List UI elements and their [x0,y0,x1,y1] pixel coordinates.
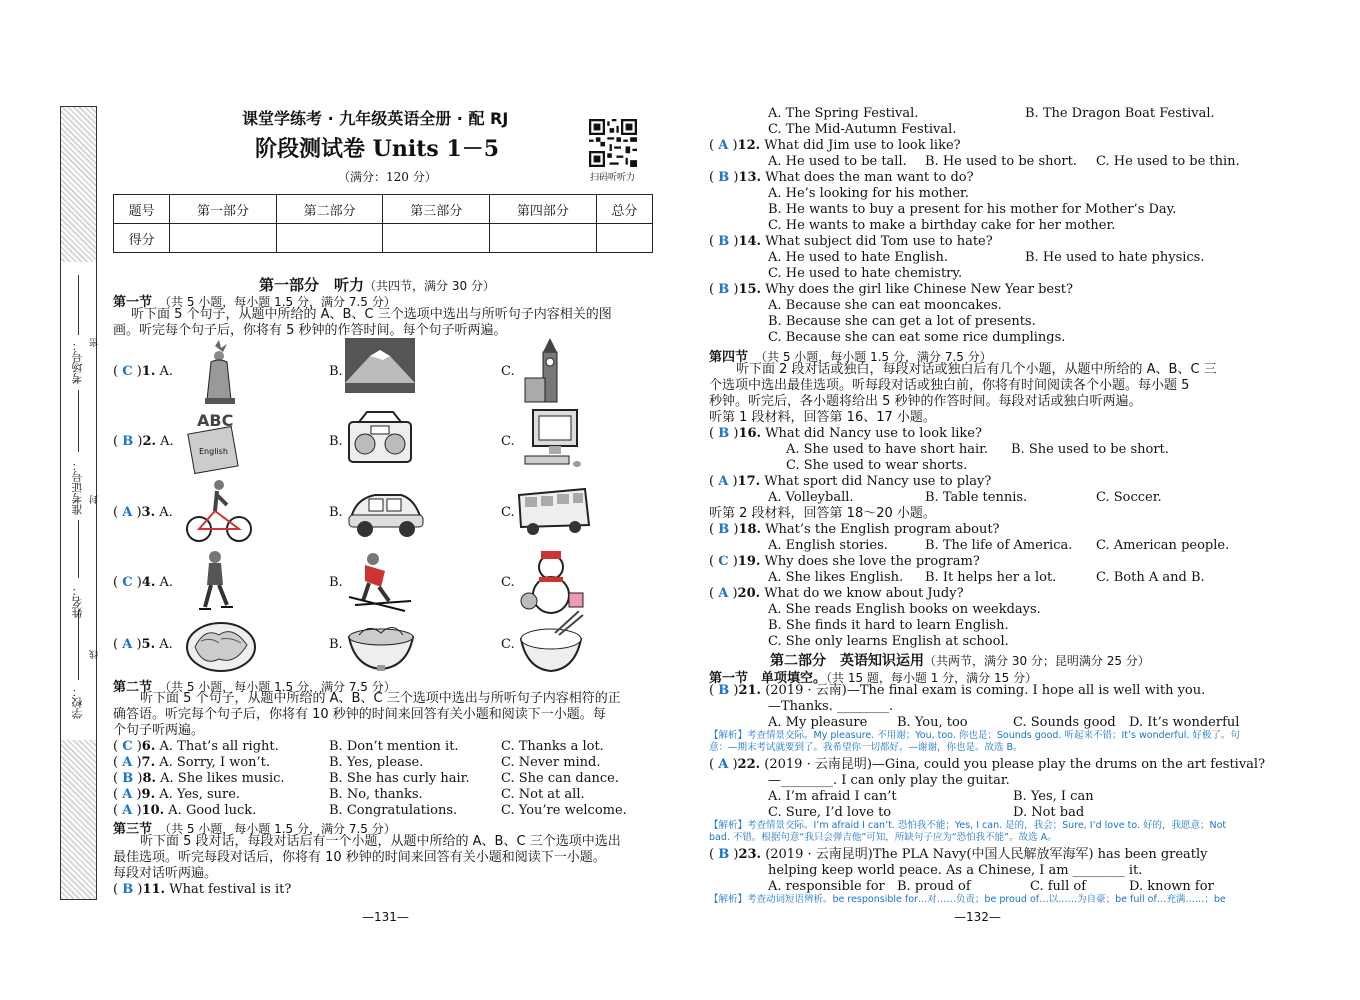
section3-instruction: 听下面 5 段对话，每段对话后有一个小题，从题中所给的 A、B、C 三个选项中选出 [140,834,621,849]
qnum: 1. [141,364,156,379]
rice-bowl-picture [515,611,595,677]
statue-of-liberty-picture [185,338,265,404]
section4-instruction: 听下面 2 段对话或独白，每段对话或独白后有几个小题，从题中所给的 A、B、C 三 [736,362,1217,377]
question-13: ( B )13. What does the man want to do? [709,170,974,185]
answer: A [122,637,133,652]
section3-instruction: 最佳选项。听完每段对话后，你将有 10 秒钟的时间来回答有关小题和阅读下一小题。 [113,850,606,865]
option-b: B. He used to be short. [925,154,1077,169]
score-header: 第二部分 [276,195,383,224]
option-a: A. responsible for [768,879,885,894]
bus-picture [515,479,595,545]
svg-text:ABC: ABC [197,411,234,430]
qnum: 4. [141,575,156,590]
option-c: C. He used to hate chemistry. [768,266,963,281]
option-b: B. proud of [897,879,971,894]
noodles-picture [345,611,425,677]
cyclist-picture [185,479,265,545]
picture-option-c: C. [501,505,515,520]
part2-section1-title: 第一节 单项填空。（共 15 题，每小题 1 分，满分 15 分） [709,671,1038,686]
option-c: C. Because she can eat some rice dumplings. [768,330,1066,345]
option-b: B. Table tennis. [925,490,1028,505]
option-c: C. full of [1030,879,1087,894]
question-8: ( B )8. A. She likes music. [113,771,285,786]
option-b: B. Yes, I can [1013,789,1094,804]
score-cell[interactable] [383,224,490,253]
qnum: 2. [142,434,157,449]
option-a: A. He’s looking for his mother. [768,186,969,201]
school-label: 学校： [71,686,84,719]
q22-analysis: bad. 不错。根据句意“我只会弹吉他”可知，所缺句子应为“恐怕我不能”。故选 A。 [709,832,1057,843]
picture-question-5: ( A )5. A. [113,637,173,652]
q21-analysis: 【解析】考查情景交际。My pleasure. 不用谢；You, too. 你也是；Sounds good. 听起来不错；It’s wonderful. 好极了。句 [709,730,1240,741]
score-header: 第四部分 [490,195,597,224]
section2-instruction: 听下面 5 个句子，从题中所给的 A、B、C 三个选项中选出与所听句子内容相符的正 [140,691,621,706]
material-2-note: 听第 2 段材料，回答第 18～20 小题。 [709,506,936,521]
option-c: C. She used to wear shorts. [786,458,968,473]
score-header: 第三部分 [383,195,490,224]
car-picture [345,479,425,545]
question-10: ( A )10. A. Good luck. [113,803,257,818]
option-b: B. She finds it hard to learn English. [768,618,1009,633]
option-c: C. She only learns English at school. [768,634,1009,649]
picture-question-1: ( C )1. A. [113,364,174,379]
option-c: C. Thanks a lot. [501,739,604,754]
part2-title: 第二部分 英语知识运用（共两节，满分 30 分；昆明满分 25 分） [770,653,1150,669]
section2-title: 第二节 （共 5 小题，每小题 1.5 分，满分 7.5 分） [113,680,396,695]
option-d: D. known for [1129,879,1214,894]
section3-title: 第三节 （共 5 小题，每小题 1.5 分，满分 7.5 分） [113,822,396,837]
option-b: B. Congratulations. [329,803,458,818]
question-21: ( B )21. (2019 · 云南)—The final exam is coming. I hope all is well with you. [709,683,1206,698]
name-label: 姓名： [71,585,84,618]
option-a: A. She likes English. [768,570,904,585]
room-line [78,275,79,335]
qr-caption: 扫码听听力 [590,173,636,183]
option-c: C. You’re welcome. [501,803,627,818]
section1-instruction: 画。听完每个句子后，你将有 5 秒钟的作答时间。每个句子听两遍。 [113,323,507,338]
option-b: B. You, too [897,715,968,730]
name-line [78,520,79,578]
picture-question-2: ( B )2. A. [113,434,174,449]
part1-title: 第一部分 听力（共四节，满分 30 分） [259,276,495,294]
option-b: B. Because she can get a lot of presents. [768,314,1036,329]
option-a: A. I’m afraid I can’t [768,789,897,804]
option-b: B. Yes, please. [329,755,424,770]
seal-feng: 封 [90,495,100,504]
section1-instruction: 听下面 5 个句子，从题中所给的 A、B、C 三个选项中选出与所听句子内容相关的图 [131,307,612,322]
option-d: D. It’s wonderful [1129,715,1240,730]
qr-code-icon[interactable] [589,119,637,167]
q21-analysis: 意：—期末考试就要到了。我希望你一切都好。—谢谢，你也是。故选 B。 [709,742,1023,753]
option-a: A. My pleasure [768,715,868,730]
svg-text:English: English [199,447,228,456]
question-15: ( B )15. Why does the girl like Chinese New Year best? [709,282,1073,297]
option-a: A. She used to have short hair. [786,442,989,457]
question-6: ( C )6. A. That’s all right. [113,739,279,754]
score-header: 总分 [596,195,652,224]
option-c: C. Not at all. [501,787,585,802]
option-a: A. She reads English books on weekdays. [768,602,1041,617]
answer: C [122,364,133,379]
picture-option-b: B. [329,505,343,520]
series-title: 课堂学练考 · 九年级英语全册 · 配 RJ [242,109,509,128]
section2-instruction: 确答语。听完每个句子后，你将有 10 秒钟的时间来回答有关小题和阅读下一小题。每 [113,707,606,722]
option-b: B. The life of America. [925,538,1073,553]
option-c: C. She can dance. [501,771,619,786]
skater-picture [185,549,265,615]
mount-fuji-picture [345,338,425,404]
test-title: 阶段测试卷 Units 1－5 [255,136,500,162]
option-c: C. He wants to make a birthday cake for her mother. [768,218,1116,233]
question-16: ( B )16. What did Nancy use to look like? [709,426,982,441]
option-c: C. Sounds good [1013,715,1116,730]
question-14: ( B )14. What subject did Tom use to hate? [709,234,993,249]
option-b: B. She used to be short. [1011,442,1169,457]
option-a: A. He used to hate English. [768,250,949,265]
picture-question-3: ( A )3. A. [113,505,173,520]
option-c: C. Both A and B. [1096,570,1205,585]
section2-instruction: 个句子听两遍。 [113,723,205,738]
question-9: ( A )9. A. Yes, sure. [113,787,241,802]
question-23-continued: helping keep world peace. As a Chinese, I am ________ it. [768,863,1143,878]
picture-option-b: B. [329,434,343,449]
option-c: C. Never mind. [501,755,601,770]
full-score: （满分：120 分） [338,170,437,184]
page-number-left: —131— [362,910,409,924]
question-7: ( A )7. A. Sorry, I won’t. [113,755,271,770]
picture-option-b: B. [329,637,343,652]
english-book-picture [185,408,265,474]
picture-option-c: C. [501,637,515,652]
question-22-reply: —________. I can only play the guitar. [768,773,1010,788]
option-c: C. He used to be thin. [1096,154,1240,169]
section4-instruction: 个选项中选出最佳选项。听每段对话或独白前，你将有时间阅读各个小题。每小题 5 [709,378,1190,393]
radio-picture [345,408,425,474]
option-b: B. He used to hate physics. [1025,250,1205,265]
opt-a: A. [159,637,173,652]
exam-number-line [78,390,79,452]
score-cell[interactable] [170,224,277,253]
picture-option-c: C. [501,434,515,449]
q11-option-c: C. The Mid-Autumn Festival. [768,122,957,137]
option-a: A. English stories. [768,538,888,553]
skier-picture [345,549,425,615]
exam-number-label: 准考证号： [71,460,84,515]
seal-mi: 密 [90,338,100,347]
answer: A [122,505,133,520]
score-cell[interactable] [596,224,652,253]
school-line [78,610,79,680]
opt-a: A. [159,364,174,379]
option-b: B. No, thanks. [329,787,423,802]
option-c: C. Sure, I’d love to [768,805,892,820]
score-header: 题号 [114,195,170,224]
option-b: B. It helps her a lot. [925,570,1057,585]
question-23: ( B )23. (2019 · 云南昆明)The PLA Navy(中国人民解放军海军) has been greatly [709,847,1208,862]
score-header: 第一部分 [170,195,277,224]
question-22: ( A )22. (2019 · 云南昆明)—Gina, could you please play the drums on the art festival? [709,757,1266,772]
score-cell[interactable] [276,224,383,253]
question-20: ( A )20. What do we know about Judy? [709,586,964,601]
section1-title: 第一节 （共 5 小题，每小题 1.5 分，满分 7.5 分） [113,295,396,310]
computer-picture [515,408,595,474]
seal-xian: 线 [90,650,100,659]
question-19: ( C )19. Why does she love the program? [709,554,980,569]
room-label: 考场号： [71,340,84,384]
picture-option-b: B. [329,364,343,379]
option-b: B. He wants to buy a present for his mother for Mother’s Day. [768,202,1177,217]
question-12: ( A )12. What did Jim use to look like? [709,138,961,153]
qnum: 3. [141,505,156,520]
question-17: ( A )17. What sport did Nancy use to play? [709,474,992,489]
picture-option-b: B. [329,575,343,590]
question-11: ( B )11. What festival is it? [113,882,292,897]
section3-instruction: 每段对话听两遍。 [113,866,218,881]
opt-a: A. [160,434,174,449]
picture-option-c: C. [501,364,515,379]
score-cell[interactable] [490,224,597,253]
q23-analysis: 【解析】考查动词短语辨析。be responsible for…对……负责；be proud of…以……为自豪；be full of…充满……；be [709,894,1226,905]
q11-option-a: A. The Spring Festival. [768,106,919,121]
picture-question-4: ( C )4. A. [113,575,174,590]
opt-a: A. [159,505,173,520]
answer: C [122,575,133,590]
section4-title: 第四节 （共 5 小题，每小题 1.5 分，满分 7.5 分） [709,350,992,365]
big-ben-picture [515,338,595,404]
snowman-picture [515,549,595,615]
option-d: D. Not bad [1013,805,1085,820]
option-c: C. American people. [1096,538,1230,553]
qnum: 5. [141,637,156,652]
option-c: C. Soccer. [1096,490,1162,505]
picture-option-c: C. [501,575,515,590]
page-number-right: —132— [954,910,1001,924]
option-a: A. Because she can eat mooncakes. [768,298,1002,313]
q22-analysis: 【解析】考查情景交际。I’m afraid I can’t. 恐怕我不能；Yes, I can. 是的，我会；Sure, I’d love to. 好的，我愿意；Not [709,820,1227,831]
question-21-reply: —Thanks. ________. [768,699,894,714]
score-row-label: 得分 [114,224,170,253]
question-18: ( B )18. What’s the English program about? [709,522,1000,537]
option-b: B. Don’t mention it. [329,739,459,754]
section4-instruction: 秒钟。听完后，各小题将给出 5 秒钟的作答时间。每段对话或独白听两遍。 [709,394,1142,409]
opt-a: A. [159,575,174,590]
option-b: B. She has curly hair. [329,771,470,786]
answer: B [122,434,134,449]
material-1-note: 听第 1 段材料，回答第 16、17 小题。 [709,410,936,425]
option-a: A. He used to be tall. [768,154,907,169]
score-table [113,194,653,253]
q11-option-b: B. The Dragon Boat Festival. [1025,106,1215,121]
dumplings-picture [185,611,265,677]
option-a: A. Volleyball. [768,490,854,505]
